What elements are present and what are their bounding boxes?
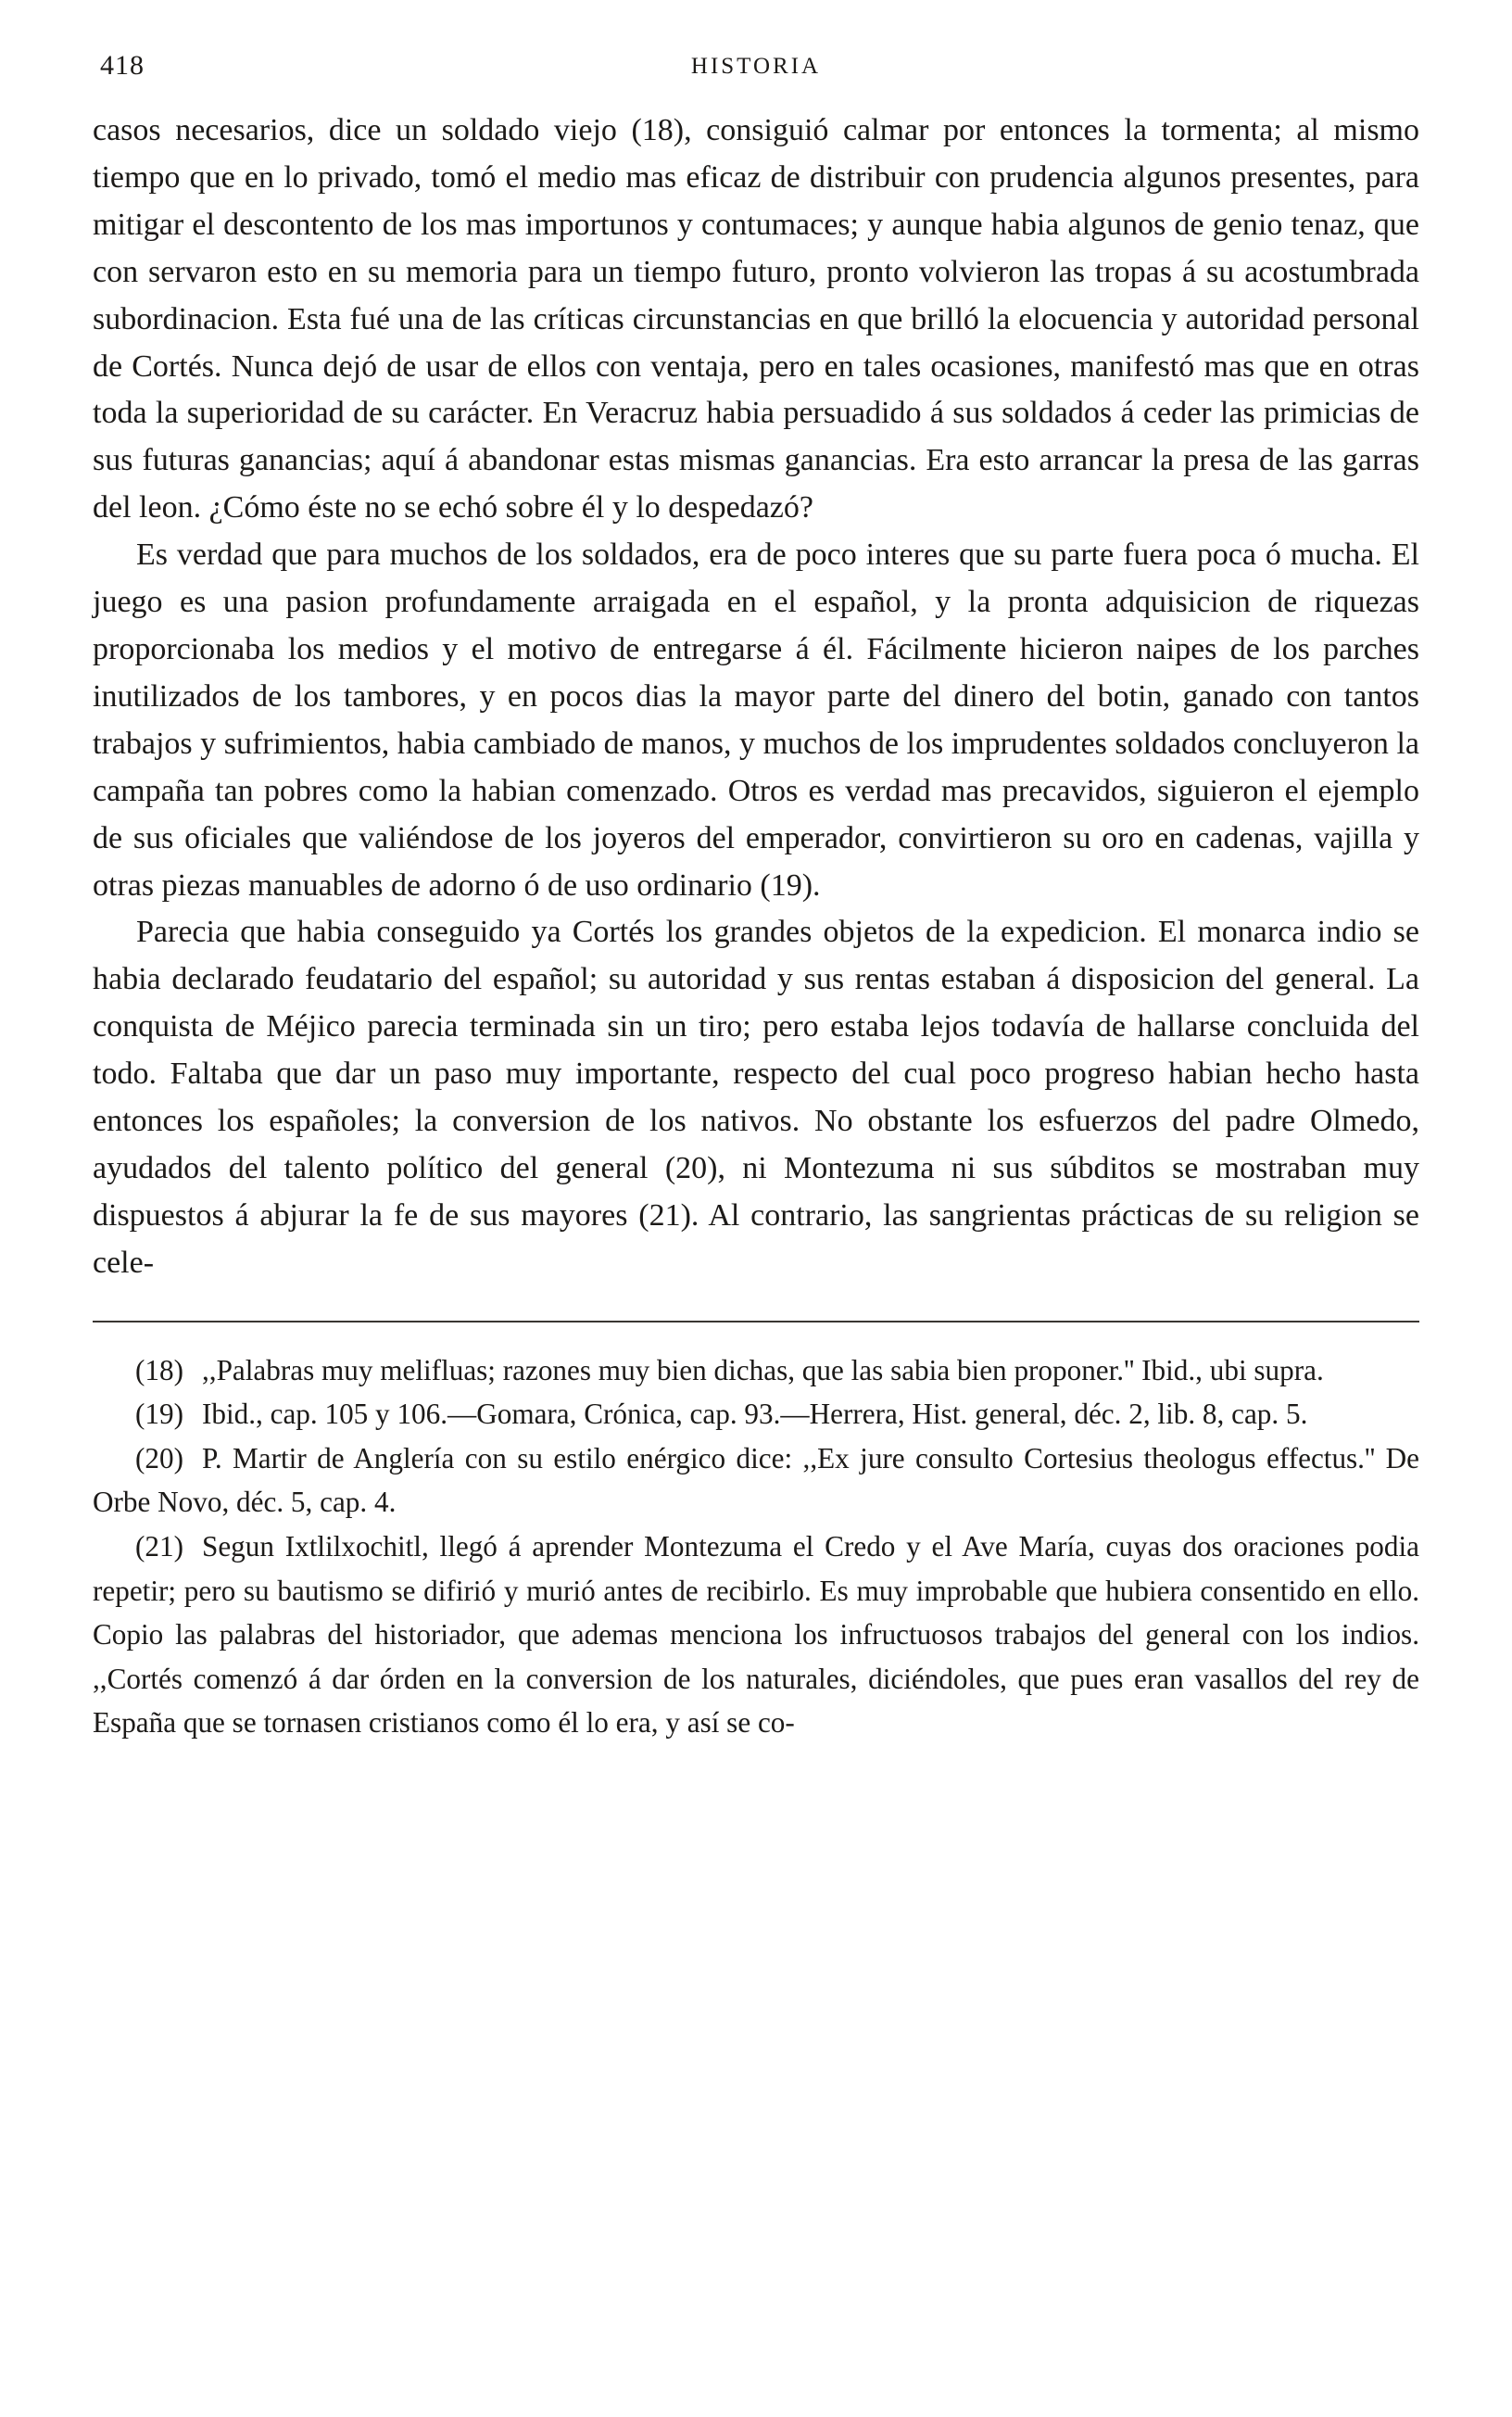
footnotes (93, 1348, 1419, 1745)
paragraph-3: Parecia que habia conseguido ya Cortés los grandes objetos de la expedicion. El monarca indio se habia declarado feudatario del español; su autoridad y sus rentas estaban á disposicion del general. La conquista de Méjico parecia terminada sin un tiro; pero estaba lejos todavía de hallarse concluida del todo. Faltaba que dar un paso muy importante, respecto del cual poco progreso habian hecho hasta entonces los españoles; la conversion de los nativos. No obstante los esfuerzos del padre Olmedo, ayudados del talento político del general (20), ni Montezuma ni sus súbditos se mostraban muy dispuestos á abjurar la fe de sus mayores (21). Al contrario, las sangrientas prácticas de su religion se cele- (93, 915, 1419, 1280)
page-number: 418 (100, 50, 145, 81)
paragraph-1: casos necesarios, dice un soldado viejo (18), consiguió calmar por entonces la tormenta; al mismo tiempo que en lo privado, tomó el medio mas eficaz de distribuir con prudencia algunos presentes, para mitigar el descontento de los mas importunos y contumaces; y aunque habia algunos de genio tenaz, que con servaron esto en su memoria para un tiempo futuro, pronto volvieron las tropas á su acostumbrada subordinacion. Esta fué una de las críticas circunstancias en que brilló la elocuencia y autoridad personal de Cortés. Nunca dejó de usar de ellos con ventaja, pero en tales ocasiones, manifestó mas que en otras toda la superioridad de su carácter. En Veracruz habia persuadido á sus soldados á ceder las primicias de sus futuras ganancias; aquí á abandonar estas mismas ganancias. Era esto arrancar la presa de las garras del leon. ¿Cómo éste no se echó sobre él y lo despedazó? (93, 113, 1419, 525)
running-title: HISTORIA (690, 54, 822, 79)
footnote-text: ,,Palabras muy melifluas; razones muy bien dichas, que las sabia bien proponer.'' Ibid., ubi supra. (201, 1353, 1324, 1386)
footnote-20 (93, 1436, 1419, 1525)
footnote-21 (93, 1525, 1419, 1745)
footnote-18 (93, 1348, 1419, 1393)
page-header (93, 44, 1419, 91)
footnote-number: (21) (135, 1530, 183, 1563)
paragraph-2: Es verdad que para muchos de los soldados, era de poco interes que su parte fuera poca ó mucha. El juego es una pasion profundamente arraigada en el español, y la pronta adquisicion de riquezas proporcionaba los medios y el motivo de entregarse á él. Fácilmente hicieron naipes de los parches inutilizados de los tambores, y en pocos dias la mayor parte del dinero del botin, ganado con tantos trabajos y sufrimientos, habia cambiado de manos, y muchos de los imprudentes soldados concluyeron la campaña tan pobres como la habian comenzado. Otros es verdad mas precavidos, siguieron el ejemplo de sus oficiales que valiéndose de los joyeros del emperador, convirtieron su oro en cadenas, vajilla y otras piezas manuables de adorno ó de uso ordinario (19). (93, 538, 1419, 903)
footnote-text: Segun Ixtlilxochitl, llegó á aprender Montezuma el Credo y el Ave María, cuyas dos oraciones podia repetir; pero su bautismo se difirió y murió antes de recibirlo. Es muy improbable que hubiera consentido en ello. Copio las palabras del historiador, que ademas menciona los infructuosos trabajos del general con los indios. ,,Cortés comenzó á dar órden en la conversion de los naturales, diciéndoles, que pues eran vasallos del rey de España que se tornasen cristianos como él lo era, y así se co- (93, 1530, 1419, 1740)
footnote-number: (20) (135, 1441, 183, 1474)
footnote-text: P. Martir de Anglería con su estilo enérgico dice: ,,Ex jure consulto Cortesius theologus effectus.'' De Orbe Novo, déc. 5, cap. 4. (93, 1441, 1419, 1519)
book-page (93, 44, 1419, 2380)
footnote-19 (93, 1392, 1419, 1436)
footnote-separator (93, 1321, 1419, 1322)
footnote-number: (18) (135, 1353, 183, 1386)
footnote-text: Ibid., cap. 105 y 106.—Gomara, Crónica, cap. 93.—Herrera, Hist. general, déc. 2, lib. 8, cap. 5. (201, 1398, 1308, 1431)
footnote-number: (19) (135, 1398, 183, 1431)
main-text (93, 108, 1419, 1287)
